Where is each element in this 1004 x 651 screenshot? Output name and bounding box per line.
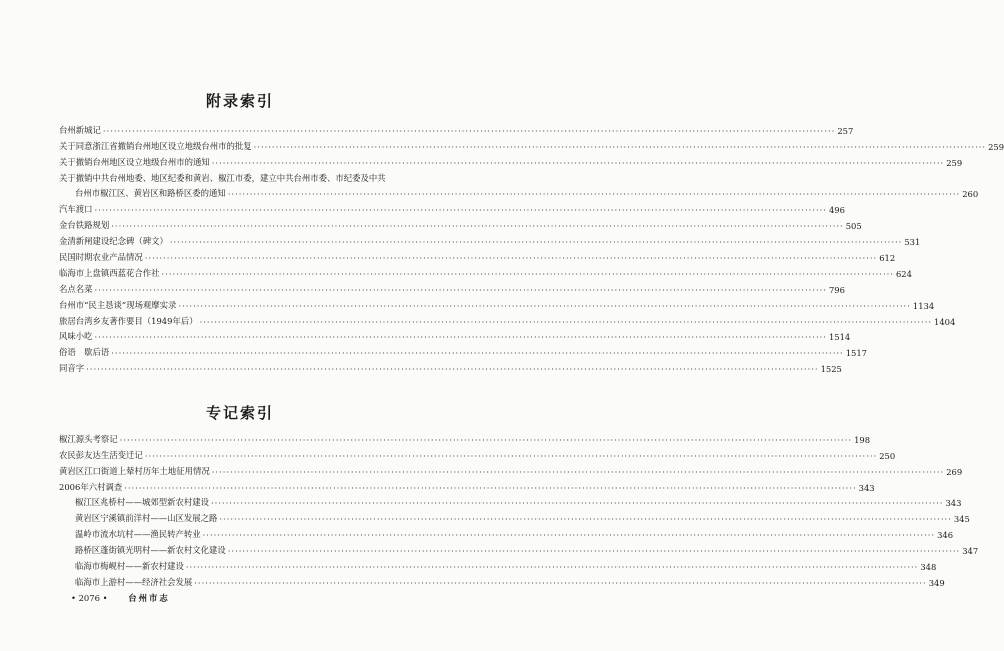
index-entry: [59, 524, 954, 541]
appendix-index-list: [59, 120, 1004, 375]
footer-page-number: • 2076 •: [71, 593, 108, 603]
index-entry: [59, 358, 842, 375]
entry-page-number: 624: [895, 268, 912, 279]
index-entry: [59, 429, 871, 445]
dot-leader: ········································································································································································································: [144, 253, 878, 264]
entry-label: 台州市椒江区、黄岩区和路桥区委的通知: [75, 188, 226, 199]
entry-page-number: 348: [920, 562, 937, 573]
dot-leader: ········································································································································································································: [202, 530, 936, 541]
entry-label: 临海市梅岘村——新农村建设: [75, 561, 184, 572]
special-index-title: 专记索引: [205, 404, 274, 422]
entry-label: 2006年六村调查: [59, 481, 123, 492]
dot-leader: ········································································································································································································: [219, 514, 952, 525]
entry-page-number: 269: [946, 466, 963, 477]
entry-page-number: 531: [904, 237, 921, 248]
entry-label: 关于撤销中共台州地委、地区纪委和黄岩、椒江市委，建立中共台州市委、市纪委及中共: [59, 172, 386, 183]
index-entry: [59, 477, 875, 493]
dot-leader: ········································································································································································································: [194, 577, 927, 588]
entry-page-number: 250: [879, 450, 896, 461]
index-entry: [59, 215, 862, 232]
entry-label: 旅居台湾乡友著作要目（1949年后）: [59, 315, 198, 326]
index-entry: [59, 445, 896, 461]
index-entry: [59, 572, 945, 588]
entry-label: 风味小吃: [59, 331, 93, 342]
dot-leader: ········································································································································································································: [111, 221, 844, 232]
index-entry: [59, 231, 921, 248]
index-entry: [59, 556, 937, 573]
index-entry: [59, 311, 956, 327]
page-footer: [71, 592, 170, 604]
dot-leader: ········································································································································································································: [227, 546, 961, 557]
entry-label: 关于撤销台州地区设立地级台州市的通知: [59, 156, 210, 167]
entry-page-number: 259: [946, 157, 963, 168]
entry-label: 临海市上游村——经济社会发展: [75, 576, 193, 587]
entry-label: 俗语 歇后语: [59, 347, 110, 358]
index-entry: [59, 168, 391, 184]
entry-label: 金清新闸建设纪念碑（碑文）: [59, 236, 168, 247]
dot-leader: ········································································································································································································: [211, 498, 944, 509]
dot-leader: ········································································································································································································: [211, 466, 945, 477]
index-entry: [59, 508, 970, 525]
entry-label: 临海市上盘镇西蓝花合作社: [59, 267, 160, 278]
entry-page-number: 198: [854, 434, 871, 445]
index-entry: [59, 184, 979, 200]
dot-leader: ········································································································································································································: [144, 450, 878, 461]
dot-leader: ········································································································································································································: [94, 332, 827, 343]
entry-label: 同音字: [59, 363, 85, 374]
entry-label: 农民彭友达生活变迁记: [59, 449, 143, 460]
entry-page-number: 257: [837, 125, 854, 136]
dot-leader: ········································································································································································································: [102, 125, 836, 136]
entry-page-number: 1134: [912, 300, 935, 311]
entry-page-number: 259: [988, 141, 1004, 152]
footer-book-title: 台州市志: [128, 593, 170, 603]
dot-leader: ········································································································································································································: [227, 189, 961, 200]
dot-leader: ········································································································································································································: [211, 157, 945, 168]
dot-leader: ········································································································································································································: [94, 284, 827, 295]
dot-leader: ········································································································································································································: [94, 205, 827, 216]
entry-page-number: 505: [845, 221, 862, 232]
index-entry: [59, 342, 868, 359]
entry-label: 椒江区兆桥村——城郊型新农村建设: [75, 497, 209, 508]
dot-leader: ········································································································································································································: [119, 434, 853, 445]
entry-label: 温岭市流水坑村——渔民转产转业: [75, 529, 201, 540]
entry-page-number: 260: [962, 189, 979, 200]
index-entry: [59, 199, 845, 216]
entry-label: 路桥区蓬街镇光明村——新农村文化建设: [75, 545, 226, 556]
entry-label: 黄岩区江口街道上辇村历年土地征用情况: [59, 465, 210, 476]
entry-page-number: 1404: [934, 316, 956, 327]
entry-page-number: 612: [879, 253, 896, 264]
dot-leader: ········································································································································································································: [161, 268, 894, 279]
index-entry: [59, 136, 1004, 152]
index-entry: [59, 493, 962, 509]
index-entry: [59, 263, 912, 279]
index-entry: [59, 327, 851, 343]
entry-label: 台州市“民主恳谈”现场观摩实录: [59, 299, 177, 310]
appendix-index-title: 附录索引: [205, 92, 274, 110]
index-entry: [59, 279, 845, 295]
index-entry: [59, 152, 963, 168]
index-entry: [59, 295, 935, 311]
entry-page-number: 345: [953, 514, 970, 525]
entry-page-number: 496: [828, 205, 845, 216]
entry-label: 台州新城记: [59, 124, 101, 135]
special-index-list: [59, 429, 979, 588]
entry-page-number: 1525: [820, 364, 842, 375]
entry-label: 黄岩区宁溪镇前洋村——山区发展之路: [75, 513, 218, 524]
entry-label: 名点名菜: [59, 283, 93, 294]
index-entry: [59, 540, 979, 557]
entry-label: 汽车渡口: [59, 204, 93, 215]
index-entry: [59, 247, 896, 264]
entry-page-number: 347: [962, 546, 979, 557]
index-entry: [59, 461, 963, 477]
dot-leader: ········································································································································································································: [124, 482, 857, 493]
entry-page-number: 796: [828, 284, 845, 295]
dot-leader: ········································································································································································································: [169, 237, 903, 248]
dot-leader: ········································································································································································································: [178, 300, 911, 311]
dot-leader: ········································································································································································································: [199, 316, 933, 327]
entry-page-number: 1517: [845, 348, 868, 359]
entry-label: 椒江源头考察记: [59, 433, 118, 444]
entry-label: 金台铁路规划: [59, 220, 110, 231]
entry-page-number: 343: [945, 498, 962, 509]
dot-leader: ········································································································································································································: [111, 348, 844, 359]
entry-page-number: 1514: [828, 332, 851, 343]
index-entry: [59, 120, 854, 136]
dot-leader: ········································································································································································································: [253, 141, 987, 152]
entry-page-number: 349: [928, 577, 945, 588]
entry-page-number: 343: [858, 482, 875, 493]
entry-label: 关于同意浙江省撤销台州地区设立地级台州市的批复: [59, 140, 252, 151]
entry-page-number: 346: [937, 530, 954, 541]
dot-leader: ········································································································································································································: [185, 562, 919, 573]
entry-label: 民国时期农业产品情况: [59, 252, 143, 263]
dot-leader: ········································································································································································································: [86, 364, 819, 375]
